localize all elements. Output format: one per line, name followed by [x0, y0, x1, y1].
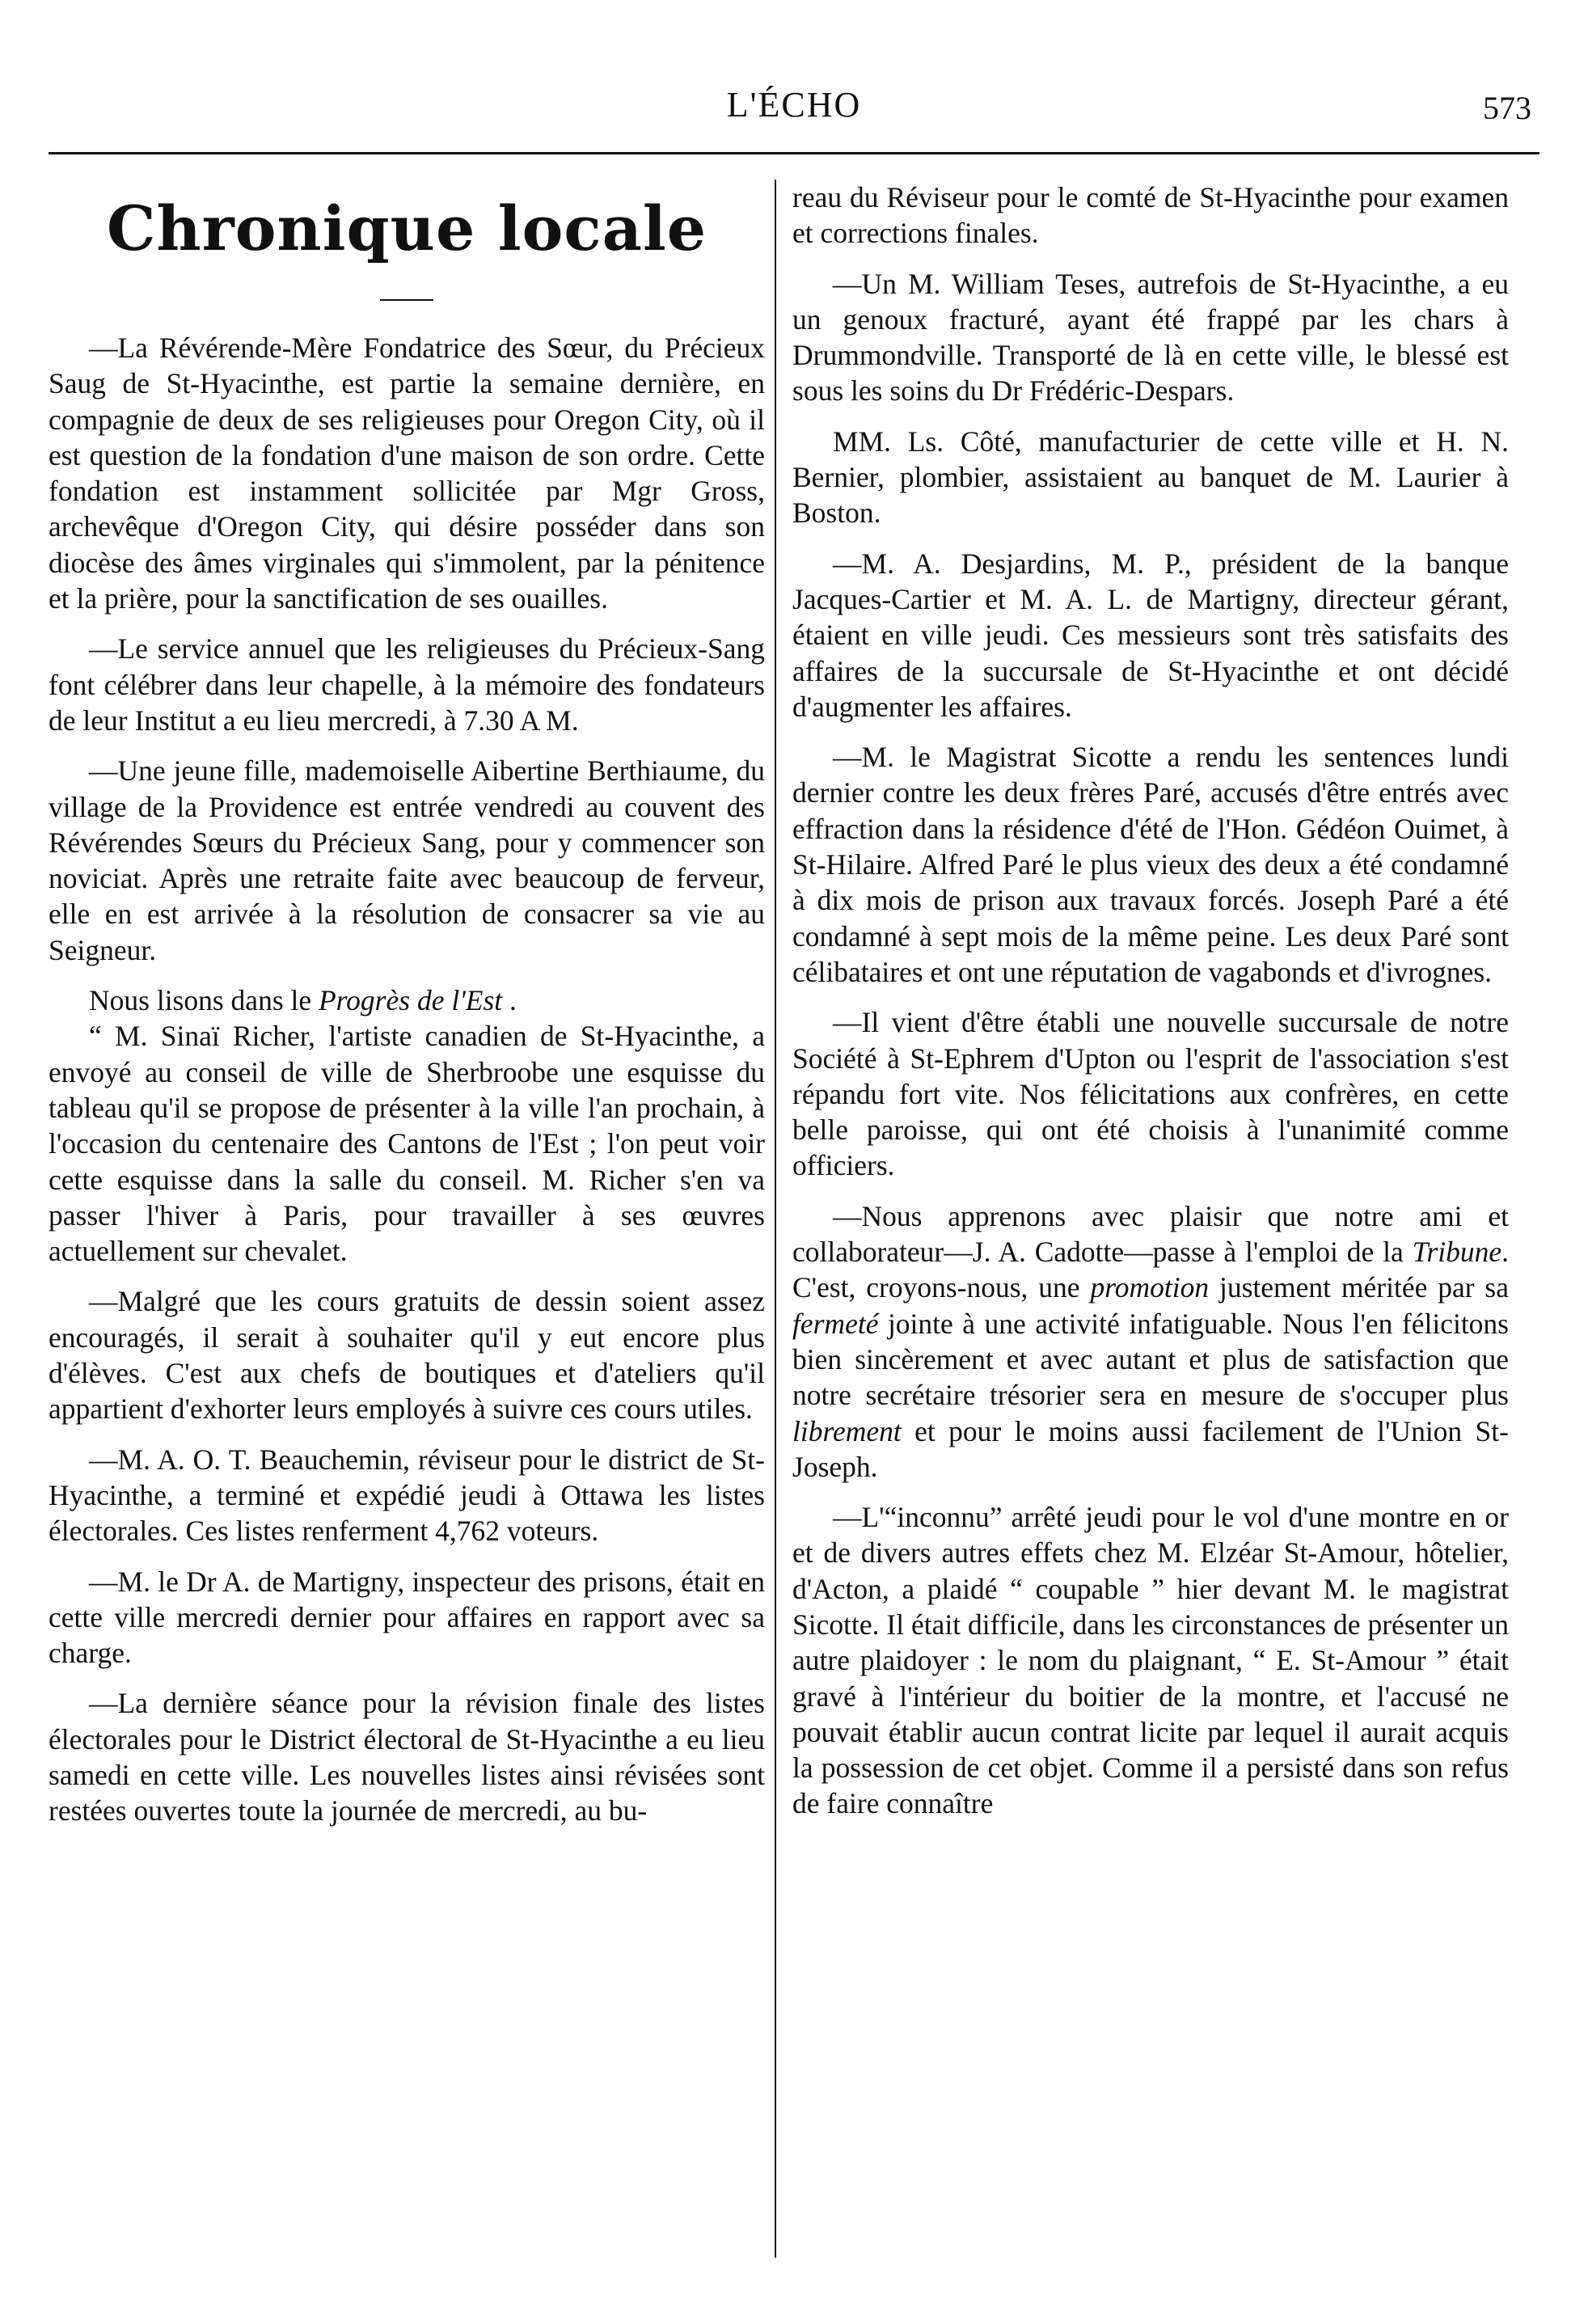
news-item: —Il vient d'être établi une nouvelle succursale de notre Société à St-Ephrem d'Upton ou l'esprit de l'association s'est répandu fort vite. Nos félicitations aux confrères, en cette belle paroisse, qui ont été choisis à l'unanimité comme officiers. — [792, 1006, 1509, 1182]
text-run: . C'est, croyons-nous, une — [792, 1236, 1509, 1304]
text-run: et pour le moins aussi facilement de l'Union St-Joseph. — [792, 1414, 1509, 1483]
text-run: —Nous apprenons avec plaisir que notre ami et collaborateur—J. A. Cadotte—passe à l'emploi de la — [792, 1199, 1509, 1269]
publication-title: L'ÉCHO — [726, 85, 862, 125]
text-run: justement méritée par sa — [1209, 1271, 1509, 1304]
news-item: —Malgré que les cours gratuits de dessin soient assez encouragés, il serait à souhaiter qu'il y eut encore plus d'élèves. C'est aux chefs de boutiques et d'ateliers qu'il appartient d'exhorter leurs employés à suivre ces cours utiles. — [49, 1285, 765, 1426]
text-run: jointe à une activité infatiguable. Nous l'en félicitons bien sincèrement et avec autant et plus de satisfaction que notre secrétaire trésorier sera en mesure de s'occuper plus — [792, 1307, 1509, 1412]
header-rule — [49, 152, 1539, 154]
italic-run: librement — [792, 1414, 902, 1447]
italic-run: promotion — [1090, 1271, 1210, 1304]
news-item: —M. le Dr A. de Martigny, inspecteur des prisons, était en cette ville mercredi dernier pour affaires en rapport avec sa charge. — [49, 1565, 765, 1670]
news-item-continued: reau du Réviseur pour le comté de St-Hyacinthe pour examen et corrections finales. — [792, 181, 1509, 250]
column-divider — [775, 180, 776, 2258]
news-item: —La dernière séance pour la révision finale des listes électorales pour le District électoral de St-Hyacinthe a eu lieu samedi en cette ville. Les nouvelles listes ainsi révisées sont restées ouvertes toute la journée de mercredi, au bu- — [49, 1687, 765, 1828]
source-title: Progrès de l'Est — [319, 984, 503, 1017]
right-column — [792, 180, 1509, 1836]
news-item: MM. Ls. Côté, manufacturier de cette ville et H. N. Bernier, plombier, assistaient au banquet de M. Laurier à Boston. — [792, 425, 1509, 530]
news-item: —M. A. O. T. Beauchemin, réviseur pour le district de St-Hyacinthe, a terminé et expédié jeudi à Ottawa les listes électorales. Ces listes renferment 4,762 voteurs. — [49, 1443, 765, 1548]
source-prefix: Nous lisons dans le — [89, 984, 319, 1017]
source-suffix: . — [502, 984, 517, 1017]
news-item: —Une jeune fille, mademoiselle Aibertine Berthiaume, du village de la Providence est entrée vendredi au couvent des Révérendes Sœurs du Précieux Sang, pour y commencer son noviciat. Après une retraite faite avec beaucoup de ferveur, elle en est arrivée à la résolution de consacrer sa vie au Seigneur. — [49, 754, 765, 966]
left-column — [49, 180, 765, 1844]
italic-run: fermeté — [792, 1307, 879, 1340]
news-item: “ M. Sinaï Richer, l'artiste canadien de St-Hyacinthe, a envoyé au conseil de ville de Sherbroobe une esquisse du tableau qu'il se propose de présenter à la ville l'an prochain, à l'occasion du centenaire des Cantons de l'Est ; l'on peut voir cette esquisse dans la salle du conseil. M. Richer s'en va passer l'hiver à Paris, pour travailler à ses œuvres actuellement sur chevalet. — [49, 1020, 765, 1268]
news-item: —L'“inconnu” arrêté jeudi pour le vol d'une montre en or et de divers autres effets chez M. Elzéar St-Amour, hôtelier, d'Acton, a plaidé “ coupable ” hier devant M. le magistrat Sicotte. Il était difficile, dans les circonstances de présenter un autre plaidoyer : le nom du plaignant, “ E. St-Amour ” était gravé à l'intérieur du boitier de la montre, et l'accusé ne pouvait établir aucun contrat licite par lequel il aurait acquis la possession de cet objet. Comme il a persisté dans son refus de faire connaître — [792, 1501, 1509, 1820]
title-rule — [380, 299, 433, 301]
news-item: —M. le Magistrat Sicotte a rendu les sentences lundi dernier contre les deux frères Paré, accusés d'être entrés avec effraction dans la résidence d'été de l'Hon. Gédéon Ouimet, à St-Hilaire. Alfred Paré le plus vieux des deux a été condamné à dix mois de prison aux travaux forcés. Joseph Paré a été condamné à sept mois de la même peine. Les deux Paré sont célibataires et ont une réputation de vagabonds et d'ivrognes. — [792, 741, 1509, 988]
page-header — [49, 78, 1539, 134]
news-item: —Le service annuel que les religieuses du Précieux-Sang font célébrer dans leur chapelle, à la mémoire des fondateurs de leur Institut a eu lieu mercredi, à 7.30 A M. — [49, 632, 765, 737]
italic-run: Tribune — [1412, 1236, 1502, 1269]
section-title: Chronique locale — [106, 192, 707, 264]
news-item: —La Révérende-Mère Fondatrice des Sœur, du Précieux Saug de St-Hyacinthe, est partie la semaine dernière, en compagnie de deux de ses religieuses pour Oregon City, où il est question de la fondation d'une maison de son ordre. Cette fondation est instamment sollicitée par Mgr Gross, archevêque d'Oregon City, qui désire posséder dans son diocèse des âmes virginales qui s'immolent, par la pénitence et la prière, pour la sanctification de ses ouailles. — [49, 332, 765, 615]
news-item-mixed — [792, 1198, 1509, 1485]
news-item: —Un M. William Teses, autrefois de St-Hyacinthe, a eu un genoux fracturé, ayant été frappé par les chars à Drummondville. Transporté de là en cette ville, le blessé est sous les soins du Dr Frédéric-Despars. — [792, 267, 1509, 408]
news-item-source — [49, 982, 765, 1018]
news-item: —M. A. Desjardins, M. P., président de la banque Jacques-Cartier et M. A. L. de Martigny, directeur gérant, étaient en ville jeudi. Ces messieurs sont très satisfaits des affaires de la succursale de St-Hyacinthe et ont décidé d'augmenter les affaires. — [792, 547, 1509, 723]
page-number: 573 — [1483, 90, 1531, 126]
